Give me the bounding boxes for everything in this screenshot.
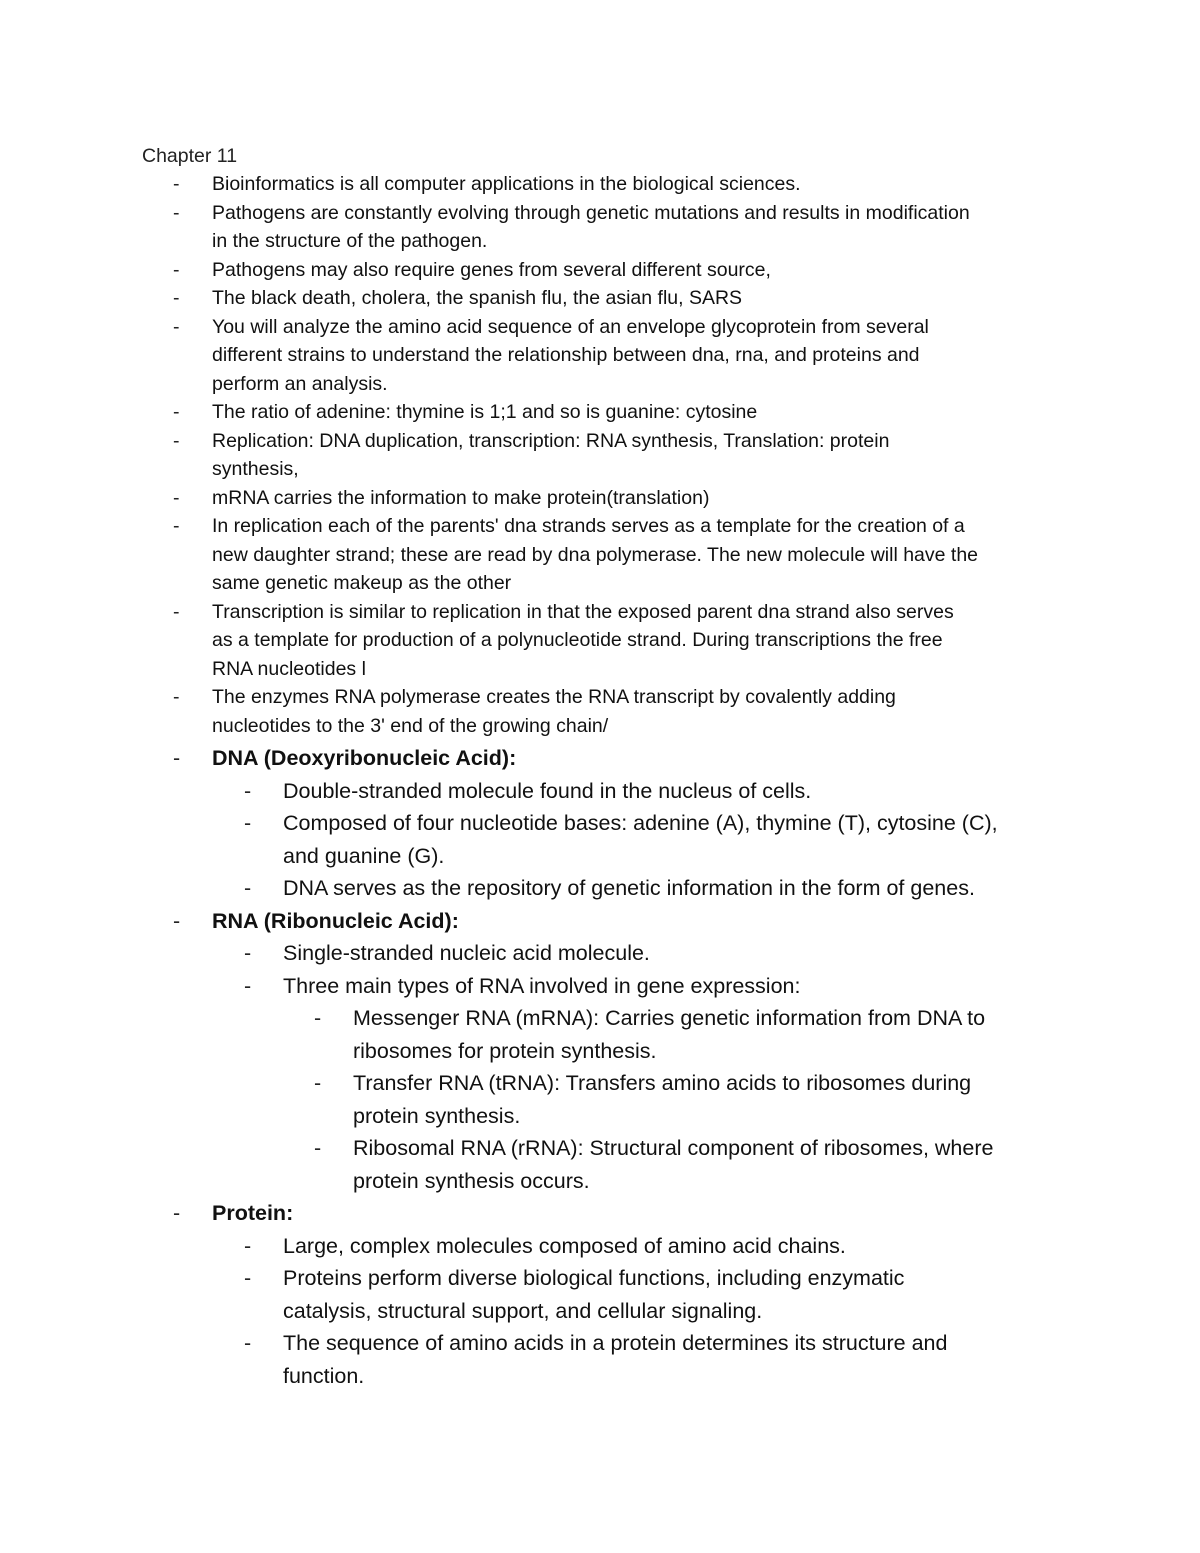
page-title: Chapter 11: [142, 145, 238, 167]
bullet-dash: -: [244, 1233, 252, 1258]
note-item-text: [212, 313, 929, 399]
text-line: Protein:: [212, 1201, 294, 1225]
bullet-dash: -: [173, 515, 180, 537]
text-line: Transcription is similar to replication in that the exposed parent dna strand also serves: [212, 600, 954, 623]
bullet-dash: -: [244, 941, 252, 965]
bullet-dash: -: [173, 600, 180, 623]
text-line: synthesis,: [212, 458, 299, 480]
bullet-dash: -: [173, 1201, 181, 1225]
text-line: Large, complex molecules composed of amino acid chains.: [283, 1233, 846, 1258]
text-line: ribosomes for protein synthesis.: [353, 1038, 657, 1063]
bullet-dash: -: [173, 201, 180, 224]
bullet-dash: -: [314, 1006, 322, 1030]
text-line: protein synthesis occurs.: [353, 1168, 590, 1193]
bullet-dash: -: [173, 173, 180, 195]
text-line: different strains to understand the relationship between dna, rna, and proteins and: [212, 344, 920, 366]
text-line: Three main types of RNA involved in gene expression:: [283, 973, 801, 998]
text-line: The sequence of amino acids in a protein determines its structure and: [283, 1331, 948, 1355]
text-line: DNA (Deoxyribonucleic Acid):: [212, 746, 517, 770]
text-line: Ribosomal RNA (rRNA): Structural component of ribosomes, where: [353, 1136, 994, 1160]
bullet-dash: -: [244, 811, 252, 835]
text-line: mRNA carries the information to make protein(translation): [212, 486, 710, 509]
note-item-text: [212, 398, 757, 427]
text-line: The ratio of adenine: thymine is 1;1 and so is guanine: cytosine: [212, 401, 758, 423]
section-subitem-text: [353, 1002, 985, 1067]
section-item-text: [283, 1327, 947, 1392]
section-heading-text: [212, 905, 459, 938]
bullet-dash: -: [173, 908, 181, 933]
bullet-dash: -: [244, 973, 252, 998]
note-item-text: [212, 256, 771, 285]
section-item-text: [283, 807, 998, 872]
section-item-text: [283, 970, 800, 1003]
bullet-dash: -: [173, 401, 180, 423]
text-line: as a template for production of a polynucleotide strand. During transcriptions the free: [212, 629, 943, 651]
text-line: Single-stranded nucleic acid molecule.: [283, 941, 650, 965]
text-line: protein synthesis.: [353, 1103, 521, 1128]
bullet-dash: -: [244, 1331, 252, 1355]
text-line: and guanine (G).: [283, 843, 445, 868]
note-item-text: [212, 199, 970, 256]
text-line: nucleotides to the 3' end of the growing chain/: [212, 714, 609, 737]
text-line: perform an analysis.: [212, 372, 388, 395]
text-line: same genetic makeup as the other: [212, 572, 512, 594]
section-heading-text: [212, 1197, 293, 1230]
section-heading-text: [212, 742, 516, 775]
text-line: Pathogens are constantly evolving through genetic mutations and results in modification: [212, 201, 970, 224]
bullet-dash: -: [173, 746, 181, 770]
bullet-dash: -: [244, 876, 252, 900]
text-line: In replication each of the parents' dna strands serves as a template for the creation of a: [212, 515, 965, 537]
note-item-text: [212, 598, 954, 684]
bullet-dash: -: [173, 315, 180, 338]
section-subitem-text: [353, 1067, 971, 1132]
bullet-dash: -: [173, 686, 180, 708]
bullet-dash: -: [314, 1071, 322, 1095]
text-line: Proteins perform diverse biological functions, including enzymatic: [283, 1266, 905, 1290]
section-item-text: [283, 1262, 904, 1327]
bullet-dash: -: [244, 778, 252, 803]
note-item-text: [212, 512, 978, 598]
note-item-text: [212, 284, 742, 313]
text-line: RNA nucleotides l: [212, 657, 366, 680]
note-item-text: [212, 683, 896, 740]
text-line: Messenger RNA (mRNA): Carries genetic information from DNA to: [353, 1006, 986, 1030]
text-line: catalysis, structural support, and cellular signaling.: [283, 1298, 763, 1323]
text-line: function.: [283, 1363, 365, 1388]
text-line: You will analyze the amino acid sequence of an envelope glycoprotein from several: [212, 315, 929, 338]
text-line: The enzymes RNA polymerase creates the RNA transcript by covalently adding: [212, 686, 896, 708]
bullet-dash: -: [244, 1266, 252, 1290]
text-line: Pathogens may also require genes from several different source,: [212, 258, 771, 281]
note-item-text: [212, 170, 801, 199]
section-subitem-text: [353, 1132, 993, 1197]
text-line: Bioinformatics is all computer applications in the biological sciences.: [212, 173, 801, 195]
text-line: Double-stranded molecule found in the nucleus of cells.: [283, 778, 812, 803]
bullet-dash: -: [173, 287, 180, 309]
bullet-dash: -: [314, 1136, 322, 1160]
text-line: Replication: DNA duplication, transcription: RNA synthesis, Translation: protein: [212, 429, 890, 452]
bullet-dash: -: [173, 486, 180, 509]
text-line: DNA serves as the repository of genetic information in the form of genes.: [283, 876, 975, 900]
section-item-text: [283, 937, 650, 970]
text-line: The black death, cholera, the spanish flu, the asian flu, SARS: [212, 287, 743, 309]
text-line: Transfer RNA (tRNA): Transfers amino acids to ribosomes during: [353, 1071, 972, 1095]
note-item-text: [212, 427, 889, 484]
text-line: in the structure of the pathogen.: [212, 230, 488, 252]
section-item-text: [283, 872, 975, 905]
section-item-text: [283, 1230, 846, 1263]
bullet-dash: -: [173, 429, 180, 452]
text-line: new daughter strand; these are read by dna polymerase. The new molecule will have the: [212, 543, 979, 566]
note-item-text: [212, 484, 709, 513]
text-line: Composed of four nucleotide bases: adenine (A), thymine (T), cytosine (C),: [283, 811, 998, 835]
text-line: RNA (Ribonucleic Acid):: [212, 908, 459, 933]
section-item-text: [283, 775, 811, 808]
bullet-dash: -: [173, 258, 180, 281]
